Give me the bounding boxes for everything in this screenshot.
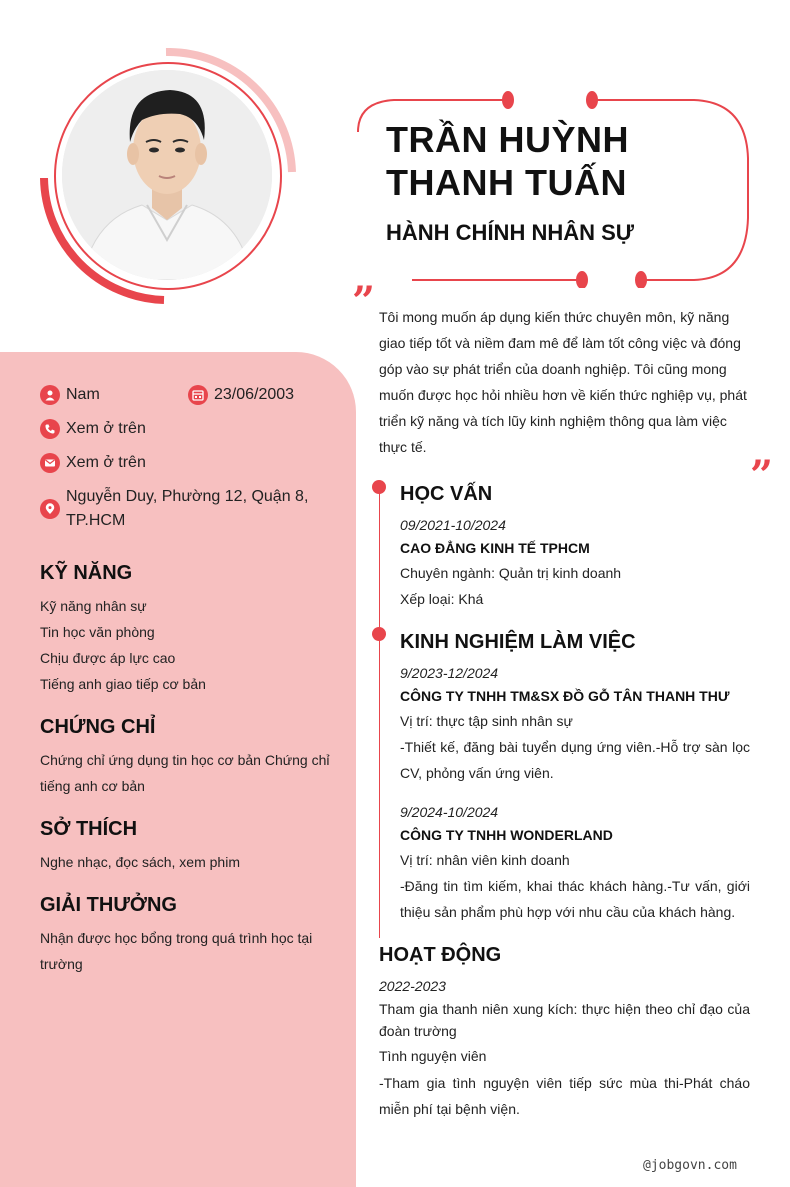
gender-value: Nam <box>66 386 100 403</box>
email-value: Xem ở trên <box>66 454 146 471</box>
activities-date: 2022-2023 <box>379 978 446 994</box>
awards-heading: GIẢI THƯỞNG <box>40 894 177 916</box>
education-major: Chuyên ngành: Quản trị kinh doanh <box>400 565 622 581</box>
contact-gender <box>40 385 100 407</box>
open-quote-icon: ” <box>352 278 376 325</box>
skills-heading: KỸ NĂNG <box>40 562 133 584</box>
activities-line-3: -Tham gia tình nguyện viên tiếp sức mùa thi-Phát cháo miễn phí tại bệnh viện. <box>379 1075 750 1117</box>
phone-icon <box>40 419 60 439</box>
job-1-position: Vị trí: thực tập sinh nhân sự <box>400 713 573 729</box>
address-value: Nguyễn Duy, Phường 12, Quận 8, TP.HCM <box>66 488 309 529</box>
person-icon <box>40 385 60 405</box>
location-pin-icon <box>40 499 60 519</box>
job-2-date: 9/2024-10/2024 <box>400 804 499 820</box>
timeline-line <box>379 488 380 938</box>
experience-heading: KINH NGHIỆM LÀM VIỆC <box>400 631 636 653</box>
job-2-position: Vị trí: nhân viên kinh doanh <box>400 852 570 868</box>
close-quote-icon: ” <box>750 452 774 499</box>
education-grade: Xếp loại: Khá <box>400 591 484 607</box>
phone-value: Xem ở trên <box>66 420 146 437</box>
job-title: HÀNH CHÍNH NHÂN SỰ <box>386 220 635 245</box>
job-2-description: -Đăng tin tìm kiếm, khai thác khách hàng.-Tư vấn, giới thiệu sản phẩm phù hợp với nhu cầu của khách hàng. <box>400 878 750 920</box>
experience-dot <box>372 627 386 641</box>
hobbies-text: Nghe nhạc, đọc sách, xem phim <box>40 854 240 870</box>
watermark: @jobgovn.com <box>643 1158 737 1173</box>
birthday-value: 23/06/2003 <box>214 386 295 403</box>
job-1-description: -Thiết kế, đăng bài tuyển dụng ứng viên.-Hỗ trợ sàn lọc CV, phỏng vấn ứng viên. <box>400 739 750 781</box>
mail-icon <box>40 453 60 473</box>
contact-birthday <box>188 385 294 407</box>
skill-item: Tin học văn phòng <box>40 624 155 640</box>
career-objective: Tôi mong muốn áp dụng kiến thức chuyên môn, kỹ năng giao tiếp tốt và niềm đam mê để làm tốt công việc và đóng góp vào sự phát triển của doanh nghiệp. Tôi cũng mong muốn được học hỏi nhiều hơn về kiến thức nghiệp vụ, phát triển kỹ năng và tích lũy kinh nghiệm thông qua làm việc thực tế. <box>379 309 747 455</box>
job-2-company: CÔNG TY TNHH WONDERLAND <box>400 827 613 843</box>
activities-heading: HOẠT ĐỘNG <box>379 944 502 966</box>
education-dot <box>372 480 386 494</box>
contact-email <box>40 453 146 475</box>
name-line-1: TRẦN HUỲNH <box>386 119 629 160</box>
name-line-2: THANH TUẤN <box>386 162 627 203</box>
skill-item: Tiếng anh giao tiếp cơ bản <box>40 676 206 692</box>
awards-text: Nhận được học bổng trong quá trình học tại trường <box>40 930 313 972</box>
certificates-text: Chứng chỉ ứng dụng tin học cơ bản Chứng chỉ tiếng anh cơ bản <box>40 752 330 794</box>
skill-item: Kỹ năng nhân sự <box>40 598 147 614</box>
education-date: 09/2021-10/2024 <box>400 517 506 533</box>
education-heading: HỌC VẤN <box>400 483 493 505</box>
education-school: CAO ĐẲNG KINH TẾ TPHCM <box>400 540 590 556</box>
full-name <box>386 118 726 204</box>
profile-photo <box>62 70 272 280</box>
certificates-heading: CHỨNG CHỈ <box>40 716 156 738</box>
job-1-company: CÔNG TY TNHH TM&SX ĐỒ GỖ TÂN THANH THƯ <box>400 688 730 704</box>
contact-address <box>40 487 320 533</box>
calendar-icon <box>188 385 208 405</box>
skills-list <box>40 593 340 697</box>
job-1-date: 9/2023-12/2024 <box>400 665 499 681</box>
activities-line-2: Tình nguyện viên <box>379 1048 487 1064</box>
skill-item: Chịu được áp lực cao <box>40 650 176 666</box>
contact-phone <box>40 419 146 441</box>
avatar <box>40 48 296 304</box>
activities-line-1: Tham gia thanh niên xung kích: thực hiện theo chỉ đạo của đoàn trường <box>379 1001 750 1039</box>
hobbies-heading: SỞ THÍCH <box>40 818 138 840</box>
